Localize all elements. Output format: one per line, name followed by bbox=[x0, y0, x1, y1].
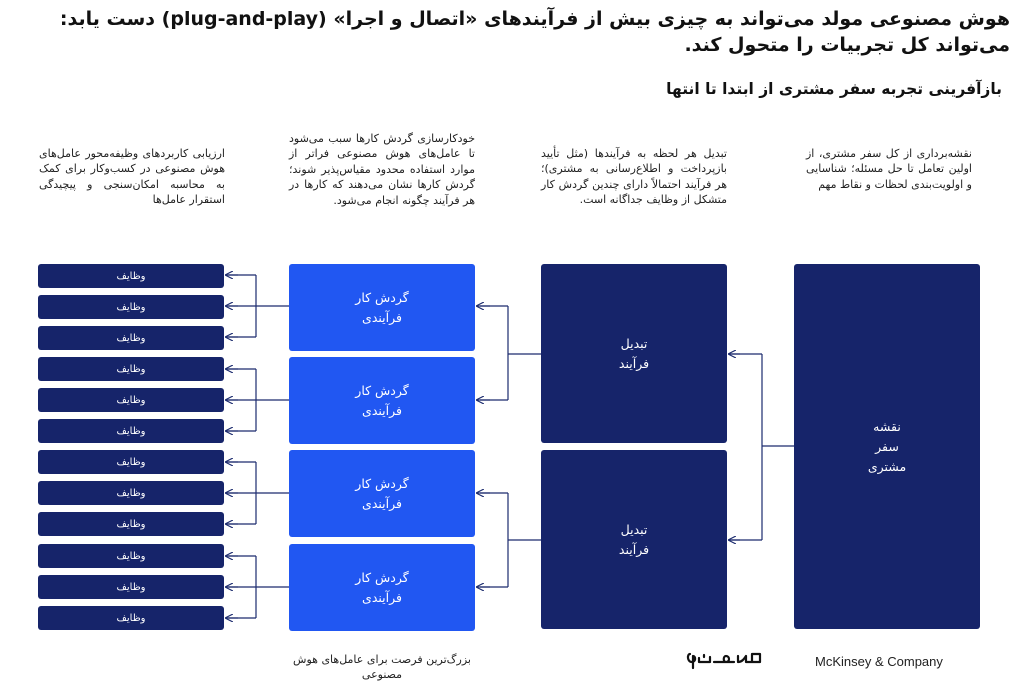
workflow-label: گردش کار فرآیندی bbox=[355, 475, 409, 511]
transformations-description: تبدیل هر لحظه به فرآیندها (مثل تأیید بازپرداخت و اطلاع‌رسانی به مشتری)؛ هر فرآیند احتمالاً دارای چندین گردش کار متشکل از وظایف جداگانه است. bbox=[541, 147, 727, 207]
workflows-caption: بزرگ‌ترین فرصت برای عامل‌های هوش مصنوعی bbox=[293, 653, 471, 681]
task-box: وظایف bbox=[38, 575, 224, 599]
tasks-description: ارزیابی کاربردهای وظیفه‌محور عامل‌های هوش مصنوعی در کسب‌وکار برای کمک به محاسبه امکان‌سنجی و پیچیدگی استقرار عامل‌ها bbox=[39, 147, 225, 207]
page-title: هوش مصنوعی مولد می‌تواند به چیزی بیش از فرآیندهای «اتصال و اجرا» (plug-and-play) دست یابد: می‌تواند کل تجربیات را متحول کند. bbox=[59, 8, 1010, 56]
task-box: وظایف bbox=[38, 326, 224, 350]
task-box: وظایف bbox=[38, 544, 224, 568]
task-box: وظایف bbox=[38, 450, 224, 474]
workflow-box bbox=[289, 450, 475, 537]
hooshio-logo bbox=[686, 648, 762, 672]
task-box: وظایف bbox=[38, 512, 224, 536]
task-box: وظایف bbox=[38, 357, 224, 381]
task-box: وظایف bbox=[38, 481, 224, 505]
journey-box bbox=[794, 264, 980, 629]
mckinsey-brand: McKinsey & Company bbox=[815, 654, 943, 669]
page-subtitle: بازآفرینی تجربه سفر مشتری از ابتدا تا انتها bbox=[666, 80, 1002, 98]
transformation-label: تبدیل فرآیند bbox=[618, 521, 650, 557]
task-box: وظایف bbox=[38, 264, 224, 288]
journey-label: نقشه سفر مشتری bbox=[867, 418, 907, 474]
journey-description: نقشه‌برداری از کل سفر مشتری، از اولین تعامل تا حل مسئله؛ شناسایی و اولویت‌بندی لحظات و نقاط مهم bbox=[806, 147, 972, 191]
workflow-box bbox=[289, 264, 475, 351]
workflow-box bbox=[289, 544, 475, 631]
task-box: وظایف bbox=[38, 295, 224, 319]
transformation-label: تبدیل فرآیند bbox=[618, 335, 650, 371]
task-box: وظایف bbox=[38, 419, 224, 443]
transformation-box bbox=[541, 450, 727, 629]
workflow-label: گردش کار فرآیندی bbox=[355, 289, 409, 325]
workflow-box bbox=[289, 357, 475, 444]
workflow-label: گردش کار فرآیندی bbox=[355, 569, 409, 605]
task-box: وظایف bbox=[38, 606, 224, 630]
workflow-label: گردش کار فرآیندی bbox=[355, 382, 409, 418]
task-box: وظایف bbox=[38, 388, 224, 412]
workflows-description: خودکارسازی گردش کارها سبب می‌شود تا عامل‌های هوش مصنوعی فراتر از موارد استفاده محدود مقیاس‌پذیر شوند؛ گردش کارها نشان می‌دهند که کارها در هر فرآیند چگونه انجام می‌شود. bbox=[289, 132, 475, 207]
transformation-box bbox=[541, 264, 727, 443]
